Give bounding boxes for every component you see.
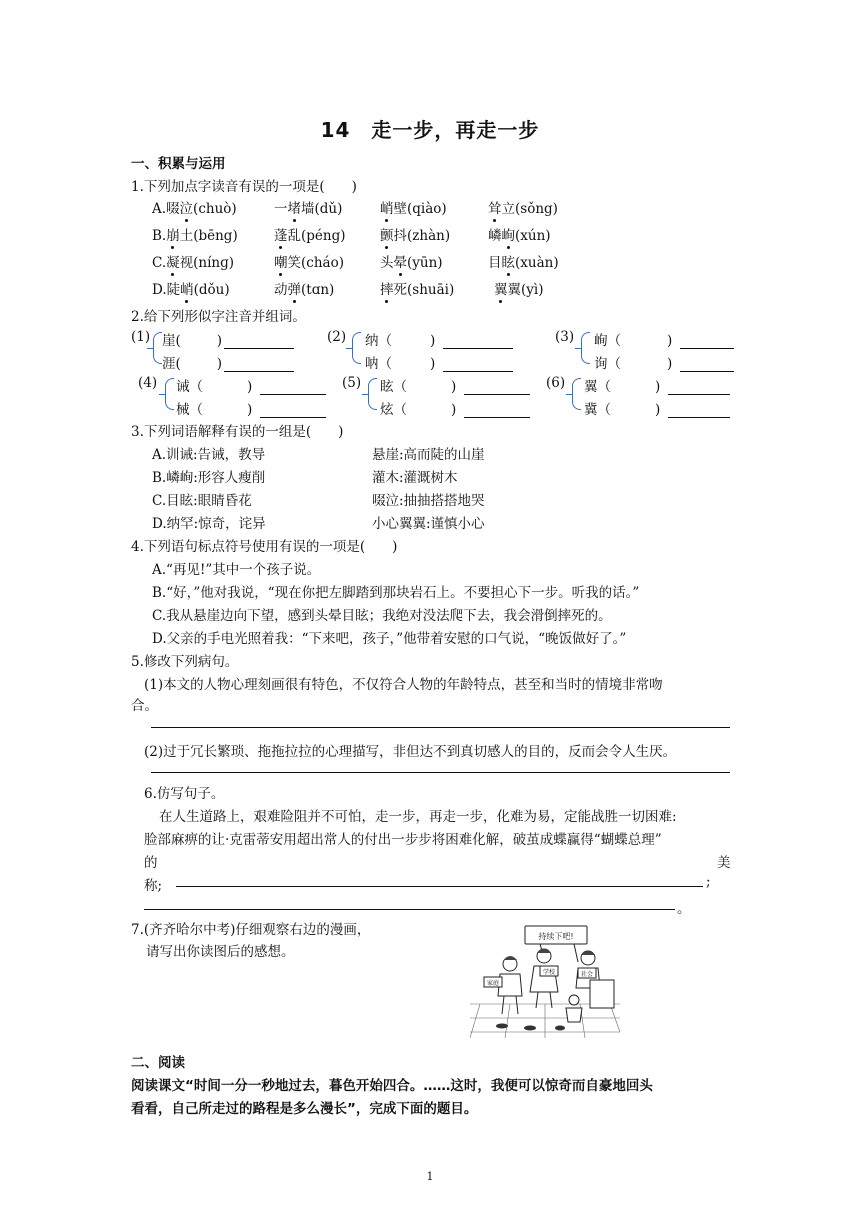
q3-row-a-left: A.训诫:告诫，教导: [152, 447, 266, 463]
q1-option-b3: 颤抖(zhàn): [380, 224, 450, 244]
q2-brace-4: [165, 378, 174, 410]
q2-brace-3: [581, 332, 590, 364]
q5-stem: 5.修改下列病句。: [131, 654, 239, 670]
q2-stem: 2.给下列形似字注音并组词。: [131, 309, 306, 325]
q3-row-b-right: 灌木:灌溉树木: [372, 470, 458, 486]
q6-period: 。: [677, 901, 691, 917]
q6-passage-line-2: 脸部麻痹的让·克雷蒂安用超出常人的付出一步步将困难化解，破茧成蝶赢得“蝴蝶总理”: [144, 832, 662, 848]
q2-group-2-number: (2): [327, 329, 347, 345]
q2-group-5-char-b: 炫（ ): [380, 398, 530, 418]
q2-group-3-char-b: 询（ ): [594, 352, 734, 372]
q5-sentence-1-cont: 合。: [131, 698, 158, 714]
q5-sentence-2: (2)过于冗长繁琐、拖拖拉拉的心理描写，非但达不到真切感人的目的，反而会令人生厌。: [144, 744, 677, 760]
q2-group-4-char-a: 诫（ ): [176, 375, 326, 395]
q5-answer-line-1[interactable]: [151, 727, 730, 728]
q5-answer-line-2[interactable]: [151, 772, 730, 773]
q1-option-c3: 头晕(yūn): [380, 251, 443, 271]
q6-passage-line-3b: 美: [717, 855, 731, 871]
q7-stem-cont: 请写出你读图后的感想。: [146, 944, 295, 960]
cartoon-tag-society: 社会: [580, 971, 594, 978]
q2-brace-2: [352, 332, 361, 364]
q6-semicolon: ;: [706, 874, 711, 890]
q1-stem: 1.下列加点字读音有误的一项是( ): [131, 179, 357, 195]
page-number: 1: [426, 1170, 434, 1183]
q2-group-6-number: (6): [546, 375, 566, 391]
q3-stem: 3.下列词语解释有误的一组是( ): [131, 424, 344, 440]
q6-passage-line-4: 称;: [144, 878, 163, 894]
q1-option-d2: 动弹(tɑn): [274, 278, 334, 298]
q3-row-a-right: 悬崖:高而陡的山崖: [372, 447, 485, 463]
cartoon-tag-school: 学校: [542, 969, 556, 976]
q2-group-4-number: (4): [138, 375, 158, 391]
q2-group-3-number: (3): [555, 329, 575, 345]
q1-option-b1: B.崩土(bēng): [152, 224, 238, 244]
q3-row-c-left: C.目眩:眼睛昏花: [152, 493, 252, 509]
q6-answer-line-1[interactable]: [176, 886, 703, 887]
page-title: 14 走一步，再走一步: [320, 118, 540, 142]
section-heading-2: 二、阅读: [131, 1055, 185, 1071]
q6-passage-line-3a: 的: [144, 855, 158, 871]
q2-group-1-char-b: 涯( ): [162, 352, 294, 372]
q3-row-d-left: D.纳罕:惊奇，诧异: [152, 516, 266, 532]
q1-option-d1: D.陡峭(dǒu): [152, 278, 230, 298]
reading-instruction-line-2: 看看，自己所走过的路程是多么漫长”，完成下面的题目。: [131, 1101, 478, 1117]
q1-option-a3: 峭壁(qiào): [380, 197, 447, 217]
section-heading-1: 一、积累与运用: [131, 156, 226, 172]
q1-option-c2: 嘲笑(cháo): [274, 251, 344, 271]
q2-group-3-char-a: 峋（ ): [594, 329, 734, 349]
cartoon-tag-family: 家庭: [486, 980, 500, 987]
q2-group-6-char-b: 冀（ ): [584, 398, 730, 418]
q2-group-6-char-a: 翼（ ): [584, 375, 730, 395]
q2-brace-5: [368, 378, 377, 410]
q2-brace-1: [153, 332, 162, 364]
q2-group-5-char-a: 眩（ ): [380, 375, 530, 395]
q2-group-1-number: (1): [131, 329, 151, 345]
q6-passage-line-1: 在人生道路上，艰难险阻并不可怕，走一步，再走一步，化难为易，定能战胜一切困难:: [159, 809, 677, 825]
q2-group-1-char-a: 崖( ): [162, 329, 294, 349]
q3-row-b-left: B.嶙峋:形容人瘦削: [152, 470, 266, 486]
q4-option-d: D.父亲的手电光照着我：“下来吧，孩子，”他带着安慰的口气说，“晚饭做好了。”: [152, 631, 627, 647]
q1-option-b4: 嶙峋(xún): [488, 224, 551, 244]
q2-group-4-char-b: 械（ ): [176, 398, 326, 418]
q5-sentence-1: (1)本文的人物心理刻画很有特色，不仅符合人物的年龄特点，甚至和当时的情境非常吻: [144, 677, 663, 693]
q2-group-5-number: (5): [342, 375, 362, 391]
q4-stem: 4.下列语句标点符号使用有误的一项是( ): [131, 539, 398, 555]
cartoon-sign-text: 持续下吧!: [538, 932, 574, 941]
q1-option-d4: 翼翼(yì): [494, 278, 543, 298]
q1-option-a4: 耸立(sǒng): [488, 197, 558, 217]
q3-row-d-right: 小心翼翼:谨慎小心: [372, 516, 485, 532]
q1-option-b2: 蓬乱(péng): [274, 224, 346, 244]
q4-option-a: A.“再见!”其中一个孩子说。: [152, 562, 321, 578]
q2-brace-6: [572, 378, 581, 410]
q2-group-2-char-b: 呐（ ): [365, 352, 513, 372]
q1-option-d3: 摔死(shuāi): [380, 278, 454, 298]
q1-option-c4: 目眩(xuàn): [488, 251, 559, 271]
q6-answer-line-2[interactable]: [144, 909, 675, 910]
q1-option-c1: C.凝视(nínɡ): [152, 251, 234, 271]
cartoon-image: [470, 922, 620, 1038]
q3-row-c-right: 啜泣:抽抽搭搭地哭: [372, 493, 485, 509]
q4-option-b: B.“好，”他对我说，“现在你把左脚踏到那块岩石上。不要担心下一步。听我的话。”: [152, 585, 640, 601]
q6-stem: 6.仿写句子。: [144, 786, 225, 802]
q1-option-a2: 一堵墙(dǔ): [274, 197, 342, 217]
reading-instruction-line-1: 阅读课文“时间一分一秒地过去，暮色开始四合。……这时，我便可以惊奇而自豪地回头: [131, 1078, 653, 1094]
q4-option-c: C.我从悬崖边向下望，感到头晕目眩；我绝对没法爬下去，我会滑倒摔死的。: [152, 608, 612, 624]
q7-stem: 7.(齐齐哈尔中考)仔细观察右边的漫画，: [131, 922, 371, 938]
q2-group-2-char-a: 纳（ ): [365, 329, 513, 349]
q1-option-a1: A.啜泣(chuò): [152, 197, 237, 217]
